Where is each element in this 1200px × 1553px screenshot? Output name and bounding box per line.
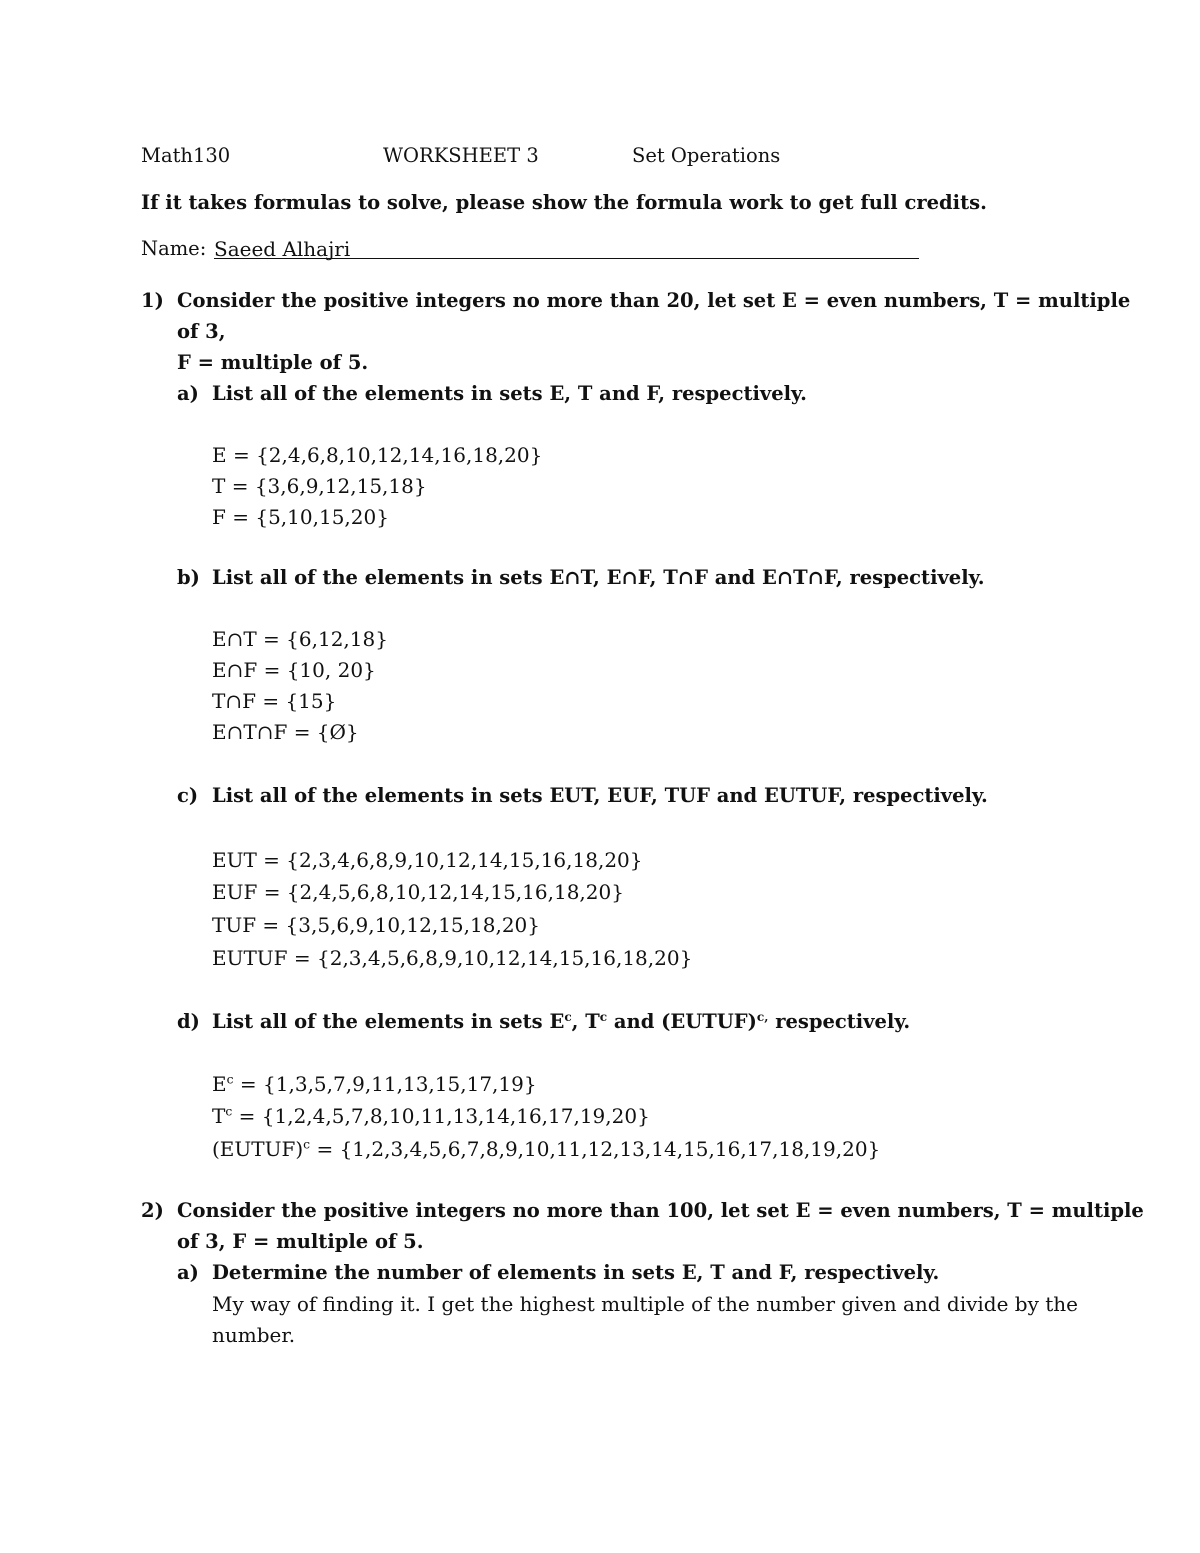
q2a-answer-line2: number. xyxy=(212,1323,296,1347)
q1d-text xyxy=(212,1007,910,1037)
q1b-answer-tf: T∩F = {15} xyxy=(212,689,337,713)
q1d-ans3-sup: c xyxy=(303,1136,311,1152)
q1b-answer-ef: E∩F = {10, 20} xyxy=(212,658,376,682)
name-value: Saeed Alhajri xyxy=(214,237,351,261)
worksheet-title: WORKSHEET 3 xyxy=(383,144,539,167)
q1d-ans2-sup: c xyxy=(225,1103,233,1119)
q1c-answer-euf: EUF = {2,4,5,6,8,10,12,14,15,16,18,20} xyxy=(212,880,624,904)
q1d-sup3: c, xyxy=(756,1009,769,1024)
q1d-ans2-base: T xyxy=(212,1104,226,1128)
q2-number: 2) xyxy=(141,1199,164,1222)
name-label: Name: xyxy=(141,237,207,260)
q1a-answer-f: F = {5,10,15,20} xyxy=(212,505,389,529)
q2a-answer-line1: My way of finding it. I get the highest multiple of the number given and divide by the xyxy=(212,1292,1079,1316)
q1c-answer-eut: EUT = {2,3,4,6,8,9,10,12,14,15,16,18,20} xyxy=(212,848,643,872)
q1d-ans2-rest: = {1,2,4,5,7,8,10,11,13,14,16,17,19,20} xyxy=(232,1104,650,1128)
q1d-text-part3: and (EUTUF) xyxy=(607,1010,757,1033)
q1d-text-part2: , T xyxy=(571,1010,600,1033)
q1a-text: List all of the elements in sets E, T and F, respectively. xyxy=(212,382,807,405)
q1-number: 1) xyxy=(141,289,164,312)
q1a-label: a) xyxy=(177,382,199,405)
q1c-text: List all of the elements in sets EUT, EUF, TUF and EUTUF, respectively. xyxy=(212,784,988,807)
q1b-answer-etf: E∩T∩F = {Ø} xyxy=(212,720,359,744)
q1c-label: c) xyxy=(177,784,199,807)
q1d-label: d) xyxy=(177,1010,200,1033)
q1c-answer-tuf: TUF = {3,5,6,9,10,12,15,18,20} xyxy=(212,913,540,937)
instructions: If it takes formulas to solve, please show the formula work to get full credits. xyxy=(141,191,987,214)
q1d-ans3-base: (EUTUF) xyxy=(212,1137,304,1161)
q1d-text-part1: List all of the elements in sets E xyxy=(212,1010,565,1033)
q1d-answer-ec xyxy=(212,1069,537,1099)
q1a-answer-e: E = {2,4,6,8,10,12,14,16,18,20} xyxy=(212,443,543,467)
q1b-text: List all of the elements in sets E∩T, E∩F, T∩F and E∩T∩F, respectively. xyxy=(212,566,985,589)
q1a-answer-t: T = {3,6,9,12,15,18} xyxy=(212,474,427,498)
q1d-sup1: c xyxy=(564,1009,572,1024)
q1-text-line2: of 3, xyxy=(177,320,226,343)
q1d-ans3-rest: = {1,2,3,4,5,6,7,8,9,10,11,12,13,14,15,16,17,18,19,20} xyxy=(310,1137,881,1161)
worksheet-topic: Set Operations xyxy=(632,144,781,167)
q1d-ans1-rest: = {1,3,5,7,9,11,13,15,17,19} xyxy=(233,1072,537,1096)
name-underline xyxy=(214,258,919,259)
q1-text-line1: Consider the positive integers no more than 20, let set E = even numbers, T = multiple xyxy=(177,289,1131,312)
q2-text-line1: Consider the positive integers no more than 100, let set E = even numbers, T = multiple xyxy=(177,1199,1144,1222)
q1c-answer-eutuf: EUTUF = {2,3,4,5,6,8,9,10,12,14,15,16,18,20} xyxy=(212,946,693,970)
q1d-answer-eutufc xyxy=(212,1134,880,1164)
q1-text-line3: F = multiple of 5. xyxy=(177,351,369,374)
q2-text-line2: of 3, F = multiple of 5. xyxy=(177,1230,424,1253)
q1b-answer-et: E∩T = {6,12,18} xyxy=(212,627,388,651)
q2a-label: a) xyxy=(177,1261,199,1284)
q1d-ans1-sup: c xyxy=(226,1071,234,1087)
q2a-text: Determine the number of elements in sets E, T and F, respectively. xyxy=(212,1261,940,1284)
q1d-sup2: c xyxy=(599,1009,608,1024)
course-code: Math130 xyxy=(141,144,231,167)
q1b-label: b) xyxy=(177,566,200,589)
q1d-ans1-base: E xyxy=(212,1072,227,1096)
q1d-answer-tc xyxy=(212,1101,650,1131)
q1d-text-part4: respectively. xyxy=(768,1010,911,1033)
